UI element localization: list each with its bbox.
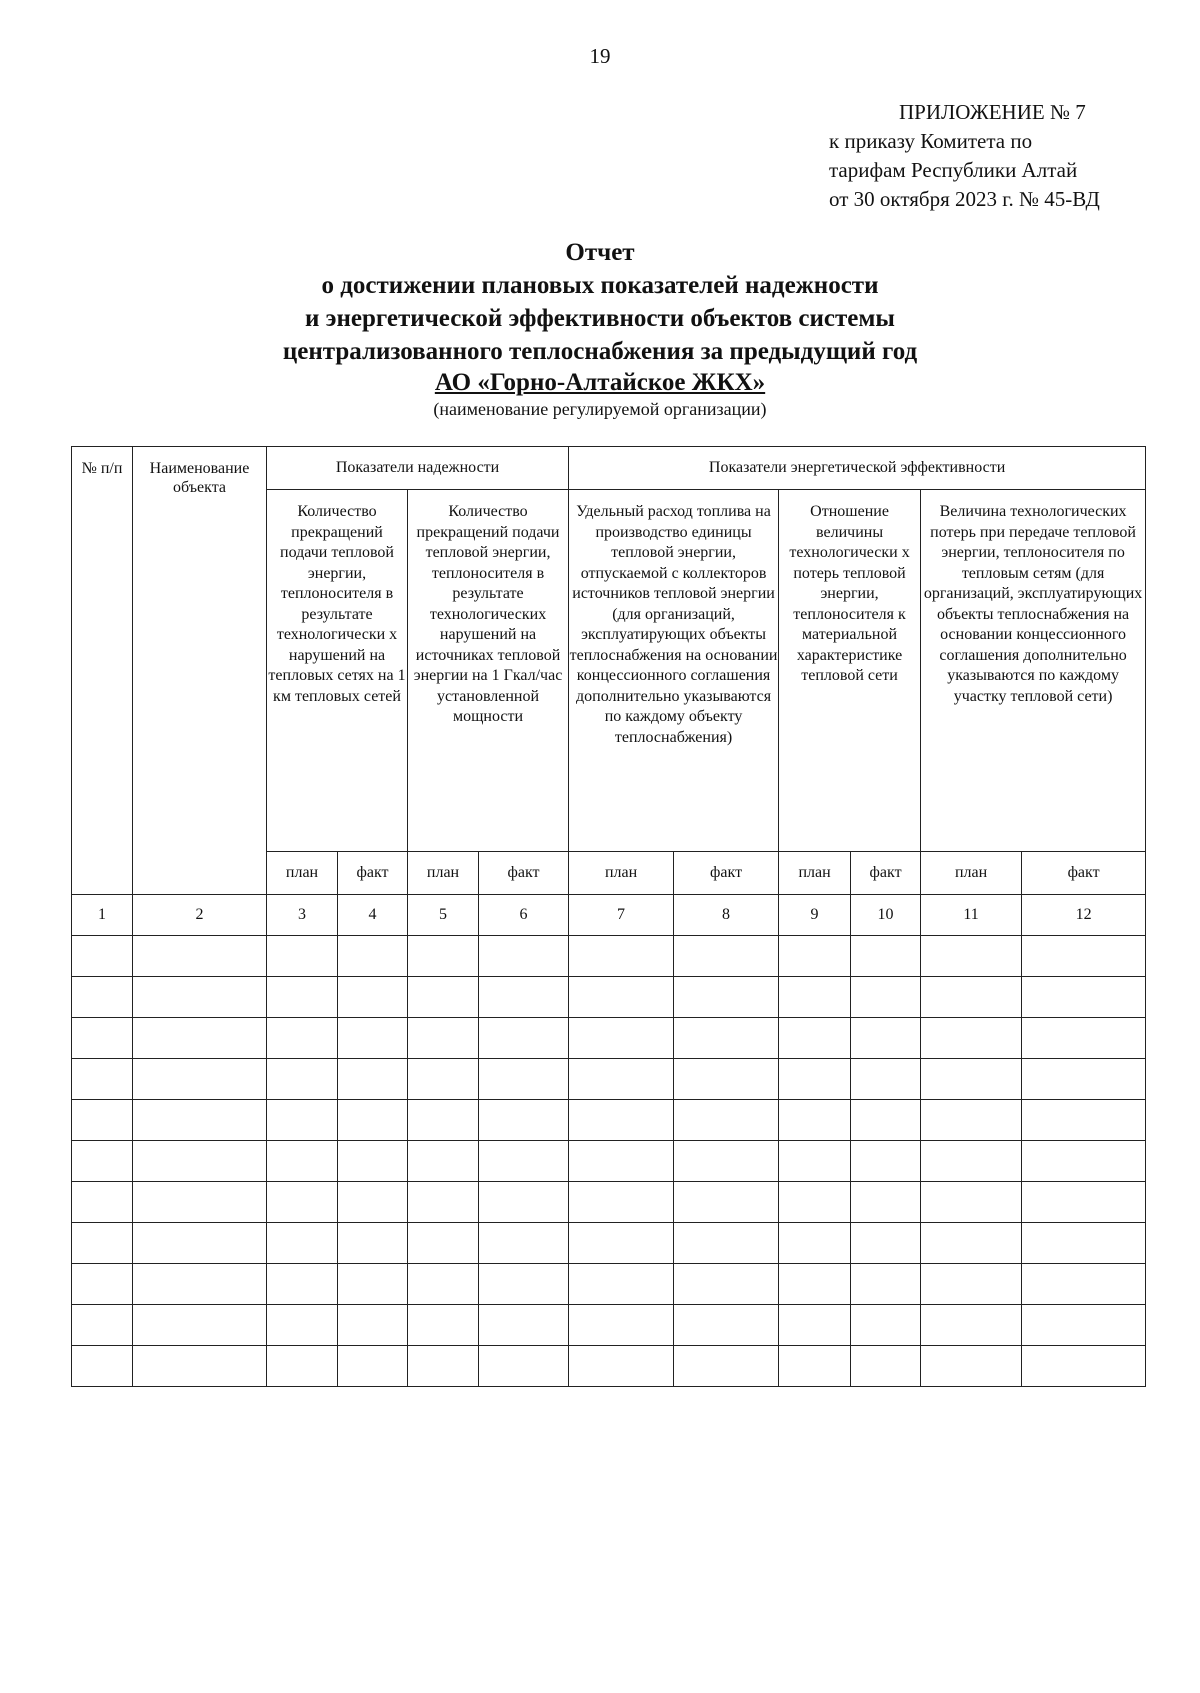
table-cell[interactable]: [408, 1223, 479, 1264]
table-cell[interactable]: [338, 1018, 408, 1059]
table-cell[interactable]: [851, 1141, 921, 1182]
table-row: [72, 977, 1146, 1018]
table-cell[interactable]: [338, 977, 408, 1018]
appendix-order-line: к приказу Комитета по: [829, 129, 1033, 153]
table-cell[interactable]: [1022, 1182, 1146, 1223]
table-cell[interactable]: [921, 1141, 1022, 1182]
table-cell[interactable]: [72, 977, 133, 1018]
report-table: [71, 446, 1146, 1387]
table-cell[interactable]: [133, 1223, 267, 1264]
table-cell[interactable]: [267, 1264, 338, 1305]
table-cell[interactable]: [267, 1305, 338, 1346]
report-title: Отчет: [565, 239, 635, 266]
table-cell[interactable]: [408, 1059, 479, 1100]
table-cell[interactable]: [267, 1223, 338, 1264]
column-number: 2: [133, 895, 267, 936]
header-row-groups: [72, 447, 1146, 490]
header-group-reliability: Показатели надежности: [267, 447, 569, 490]
table-cell[interactable]: [408, 1141, 479, 1182]
table-row: [72, 936, 1146, 977]
header-fact: факт: [851, 852, 921, 895]
table-cell[interactable]: [921, 1264, 1022, 1305]
table-row: [72, 1223, 1146, 1264]
table-cell[interactable]: [267, 1100, 338, 1141]
table-cell[interactable]: [851, 1018, 921, 1059]
table-cell[interactable]: [674, 936, 779, 977]
table-cell[interactable]: [569, 1059, 674, 1100]
table-cell[interactable]: [408, 1018, 479, 1059]
organization-caption: (наименование регулируемой организации): [433, 399, 767, 419]
table-cell[interactable]: [1022, 1264, 1146, 1305]
table-cell[interactable]: [779, 1305, 851, 1346]
empty-rows: [72, 936, 1146, 1387]
table-cell[interactable]: [72, 1264, 133, 1305]
table-cell[interactable]: [479, 977, 569, 1018]
header-indicator-4: Отношение величины технологически х потерь тепловой энергии, теплоносителя к материальной характеристике тепловой сети: [779, 490, 921, 852]
table-cell[interactable]: [1022, 936, 1146, 977]
table-cell[interactable]: [1022, 1223, 1146, 1264]
table-cell[interactable]: [267, 1018, 338, 1059]
appendix-committee-line: тарифам Республики Алтай: [829, 158, 1078, 182]
header-fact: факт: [674, 852, 779, 895]
table-cell[interactable]: [72, 1346, 133, 1387]
table-cell[interactable]: [338, 1305, 408, 1346]
appendix-date-line: от 30 октября 2023 г. № 45-ВД: [829, 187, 1100, 211]
header-plan: план: [267, 852, 338, 895]
table-cell[interactable]: [479, 1018, 569, 1059]
table-cell[interactable]: [133, 936, 267, 977]
table-cell[interactable]: [851, 1346, 921, 1387]
page-number: 19: [589, 44, 611, 68]
header-plan: план: [921, 852, 1022, 895]
header-fact: факт: [338, 852, 408, 895]
table-cell[interactable]: [674, 1346, 779, 1387]
table-cell[interactable]: [338, 1141, 408, 1182]
column-number: 11: [921, 895, 1022, 936]
table-cell[interactable]: [779, 1100, 851, 1141]
table-cell[interactable]: [479, 1346, 569, 1387]
table-cell[interactable]: [133, 1346, 267, 1387]
column-number: 4: [338, 895, 408, 936]
header-plan: план: [408, 852, 479, 895]
column-number: 12: [1022, 895, 1146, 936]
table-cell[interactable]: [569, 1346, 674, 1387]
table-cell[interactable]: [267, 1182, 338, 1223]
table-cell[interactable]: [851, 1100, 921, 1141]
table-cell[interactable]: [674, 977, 779, 1018]
table-cell[interactable]: [267, 936, 338, 977]
table-cell[interactable]: [674, 1059, 779, 1100]
table-cell[interactable]: [408, 1264, 479, 1305]
table-cell[interactable]: [338, 1059, 408, 1100]
header-group-efficiency: Показатели энергетической эффективности: [569, 447, 1146, 490]
table-cell[interactable]: [72, 1018, 133, 1059]
table-cell[interactable]: [569, 977, 674, 1018]
table-cell[interactable]: [921, 1223, 1022, 1264]
table-cell[interactable]: [72, 1223, 133, 1264]
table-cell[interactable]: [408, 936, 479, 977]
table-cell[interactable]: [338, 1223, 408, 1264]
table-cell[interactable]: [267, 977, 338, 1018]
table-row: [72, 1182, 1146, 1223]
table-cell[interactable]: [338, 1100, 408, 1141]
column-number: 5: [408, 895, 479, 936]
table-cell[interactable]: [674, 1100, 779, 1141]
column-number: 6: [479, 895, 569, 936]
table-cell[interactable]: [267, 1059, 338, 1100]
table-cell[interactable]: [569, 1223, 674, 1264]
table-cell[interactable]: [1022, 977, 1146, 1018]
report-title-block: [0, 236, 1200, 420]
table-cell[interactable]: [569, 1264, 674, 1305]
table-row: [72, 1346, 1146, 1387]
table-cell[interactable]: [851, 1264, 921, 1305]
table-cell[interactable]: [921, 1018, 1022, 1059]
table-cell[interactable]: [921, 1305, 1022, 1346]
table-row: [72, 1305, 1146, 1346]
table-cell[interactable]: [779, 1141, 851, 1182]
header-indicator-1: Количество прекращений подачи тепловой энергии, теплоносителя в результате технологически х нарушений на тепловых сетях на 1 км тепловых сетей: [267, 490, 408, 852]
table-cell[interactable]: [779, 1182, 851, 1223]
table-cell[interactable]: [779, 1264, 851, 1305]
organization-name: АО «Горно-Алтайское ЖКХ»: [434, 369, 766, 396]
appendix-block: [829, 98, 1100, 214]
table-cell[interactable]: [338, 1182, 408, 1223]
table-cell[interactable]: [851, 1182, 921, 1223]
table-cell[interactable]: [479, 1141, 569, 1182]
header-plan: план: [779, 852, 851, 895]
table-cell[interactable]: [851, 977, 921, 1018]
table-cell[interactable]: [1022, 1141, 1146, 1182]
table-cell[interactable]: [72, 1100, 133, 1141]
table-cell[interactable]: [479, 1223, 569, 1264]
table-cell[interactable]: [779, 1059, 851, 1100]
report-subtitle-line-2: и энергетической эффективности объектов системы: [305, 305, 895, 332]
table-cell[interactable]: [851, 1059, 921, 1100]
table-cell[interactable]: [267, 1346, 338, 1387]
table-cell[interactable]: [921, 1182, 1022, 1223]
table-cell[interactable]: [569, 1141, 674, 1182]
header-indicator-2: Количество прекращений подачи тепловой энергии, теплоносителя в результате технологических нарушений на источниках тепловой энергии на 1 Гкал/час установленной мощности: [408, 490, 569, 852]
table-cell[interactable]: [133, 1264, 267, 1305]
table-cell[interactable]: [72, 1305, 133, 1346]
table-cell[interactable]: [408, 1305, 479, 1346]
table-cell[interactable]: [779, 936, 851, 977]
table-cell[interactable]: [921, 1059, 1022, 1100]
table-cell[interactable]: [408, 1100, 479, 1141]
header-indicator-5: Величина технологических потерь при передаче тепловой энергии, теплоносителя по тепловым сетям (для организаций, эксплуатирующих объекты теплоснабжения на основании концессионного соглашения дополнительно указываются по каждому участку тепловой сети): [921, 490, 1146, 852]
table-cell[interactable]: [479, 1305, 569, 1346]
table-cell[interactable]: [338, 1264, 408, 1305]
table-cell[interactable]: [338, 1346, 408, 1387]
table-cell[interactable]: [1022, 1346, 1146, 1387]
table-cell[interactable]: [72, 1059, 133, 1100]
table-cell[interactable]: [674, 1305, 779, 1346]
column-number: 10: [851, 895, 921, 936]
table-cell[interactable]: [72, 936, 133, 977]
table-cell[interactable]: [569, 1100, 674, 1141]
table-cell[interactable]: [569, 1018, 674, 1059]
table-cell[interactable]: [921, 1346, 1022, 1387]
table-cell[interactable]: [338, 936, 408, 977]
table-cell[interactable]: [133, 977, 267, 1018]
table-cell[interactable]: [72, 1141, 133, 1182]
table-cell[interactable]: [779, 1346, 851, 1387]
table-cell[interactable]: [674, 1264, 779, 1305]
table-row: [72, 1100, 1146, 1141]
table-cell[interactable]: [851, 1223, 921, 1264]
table-cell[interactable]: [72, 1182, 133, 1223]
table-cell[interactable]: [569, 936, 674, 977]
column-number: 3: [267, 895, 338, 936]
table-cell[interactable]: [779, 977, 851, 1018]
table-cell[interactable]: [479, 1100, 569, 1141]
table-row: [72, 1264, 1146, 1305]
table-cell[interactable]: [1022, 1059, 1146, 1100]
table-cell[interactable]: [779, 1223, 851, 1264]
table-cell[interactable]: [569, 1305, 674, 1346]
table-cell[interactable]: [479, 1182, 569, 1223]
header-indicator-3: Удельный расход топлива на производство единицы тепловой энергии, отпускаемой с коллекторов источников тепловой энергии (для организаций, эксплуатирующих объекты теплоснабжения на основании концессионного соглашения дополнительно указываются по каждому объекту теплоснабжения): [569, 490, 779, 852]
table-cell[interactable]: [1022, 1018, 1146, 1059]
table-cell[interactable]: [674, 1223, 779, 1264]
header-fact: факт: [1022, 852, 1146, 895]
table-cell[interactable]: [133, 1018, 267, 1059]
table-cell[interactable]: [479, 1059, 569, 1100]
table-cell[interactable]: [779, 1018, 851, 1059]
table-cell[interactable]: [1022, 1100, 1146, 1141]
table-row: [72, 1018, 1146, 1059]
header-col-no: № п/п: [72, 447, 133, 895]
column-number: 7: [569, 895, 674, 936]
table-cell[interactable]: [133, 1182, 267, 1223]
table-cell[interactable]: [133, 1141, 267, 1182]
table-cell[interactable]: [133, 1305, 267, 1346]
table-cell[interactable]: [921, 936, 1022, 977]
column-number-row: [72, 895, 1146, 936]
table-cell[interactable]: [479, 1264, 569, 1305]
table-cell[interactable]: [674, 1182, 779, 1223]
table-cell[interactable]: [569, 1182, 674, 1223]
table-cell[interactable]: [921, 1100, 1022, 1141]
table-cell[interactable]: [133, 1059, 267, 1100]
table-row: [72, 1141, 1146, 1182]
header-col-name: Наименование объекта: [133, 447, 267, 895]
table-row: [72, 1059, 1146, 1100]
column-number: 8: [674, 895, 779, 936]
report-subtitle-line-3: централизованного теплоснабжения за предыдущий год: [282, 338, 918, 365]
table-cell[interactable]: [408, 1346, 479, 1387]
header-fact: факт: [479, 852, 569, 895]
header-plan: план: [569, 852, 674, 895]
table-cell[interactable]: [674, 1018, 779, 1059]
column-number: 1: [72, 895, 133, 936]
table-cell[interactable]: [408, 977, 479, 1018]
table-cell[interactable]: [1022, 1305, 1146, 1346]
table-cell[interactable]: [851, 936, 921, 977]
table-cell[interactable]: [851, 1305, 921, 1346]
report-subtitle-line-1: о достижении плановых показателей надежности: [321, 272, 879, 299]
appendix-title: ПРИЛОЖЕНИЕ № 7: [899, 100, 1086, 124]
table-cell[interactable]: [133, 1100, 267, 1141]
column-number: 9: [779, 895, 851, 936]
table-cell[interactable]: [674, 1141, 779, 1182]
table-cell[interactable]: [408, 1182, 479, 1223]
table-cell[interactable]: [479, 936, 569, 977]
table-cell[interactable]: [267, 1141, 338, 1182]
table-cell[interactable]: [921, 977, 1022, 1018]
